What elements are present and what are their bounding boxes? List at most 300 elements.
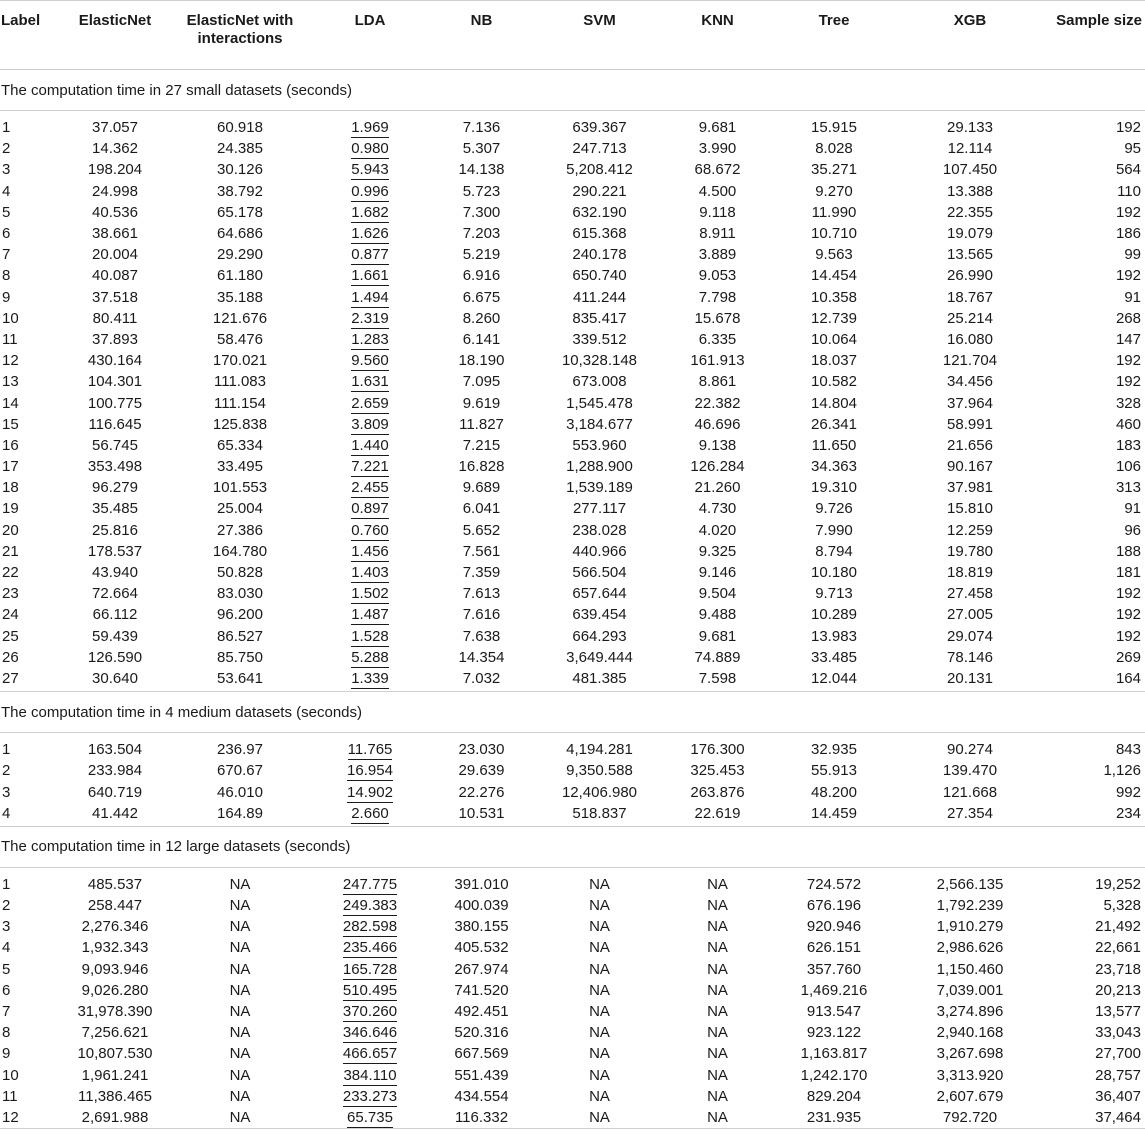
lda-underlined-value: 1.494 [351,288,389,306]
cell-label: 10 [2,1066,19,1084]
cell-lda [310,916,430,937]
cell-nb: 6.675 [462,288,501,306]
cell-nb: 391.010 [454,875,509,893]
cell-sample-size: 460 [1115,415,1141,433]
section-title: The computation time in 12 large datasets (seconds) [0,826,1145,867]
cell-sample-size: 33,043 [1095,1024,1141,1042]
cell-sample-size: 19,252 [1095,875,1141,893]
cell-knn: 325.453 [690,762,745,780]
cell-label: 7 [2,246,11,264]
cell-label: 9 [2,1045,11,1063]
table-row [0,760,1145,781]
lda-underlined-value: 1.339 [351,669,389,687]
table-row [0,626,1145,647]
header-xgb: XGB [899,1,1041,70]
cell-elasticnet-interactions: 670.67 [217,762,263,780]
lda-underlined-value: 1.403 [351,564,389,582]
cell-label: 10 [2,309,19,327]
cell-xgb: 21.656 [947,436,993,454]
cell-lda [310,498,430,519]
cell-knn: NA [707,981,728,999]
cell-xgb: 29.133 [947,119,993,137]
lda-underlined-value: 0.877 [351,246,389,264]
cell-label: 23 [2,585,19,603]
cell-sample-size: 192 [1115,627,1141,645]
cell-nb: 551.439 [454,1066,509,1084]
cell-elasticnet-interactions: NA [229,1087,251,1105]
cell-knn: 9.138 [698,436,737,454]
cell-tree: 26.341 [811,415,857,433]
cell-label: 2 [2,140,11,158]
cell-sample-size: 328 [1115,394,1141,412]
cell-sample-size: 22,661 [1095,939,1141,957]
cell-label: 20 [2,521,19,539]
cell-lda [310,959,430,980]
cell-lda [310,668,430,692]
header-nb: NB [430,1,533,70]
cell-elasticnet-interactions: 38.792 [217,182,263,200]
table-row [0,350,1145,371]
cell-sample-size: 843 [1115,741,1141,759]
cell-svm: NA [589,1066,610,1084]
table-row [0,138,1145,159]
table-row [0,583,1145,604]
table-row [0,1022,1145,1043]
cell-svm: NA [589,875,610,893]
cell-xgb: 19.780 [947,542,993,560]
cell-elasticnet-interactions: NA [229,875,251,893]
cell-elasticnet-interactions: NA [229,1066,251,1084]
cell-sample-size: 5,328 [1103,897,1141,915]
cell-lda [310,287,430,308]
cell-knn: 9.504 [698,585,737,603]
table-row [0,1107,1145,1129]
cell-svm: 277.117 [572,500,627,518]
cell-label: 12 [0,1107,60,1129]
table-row [0,329,1145,350]
cell-sample-size: 234 [1041,803,1145,827]
cell-sample-size: 564 [1115,161,1141,179]
cell-xgb: 18.767 [947,288,993,306]
cell-lda [310,1065,430,1086]
cell-nb: 14.354 [458,648,505,666]
cell-nb: 116.332 [430,1107,533,1129]
cell-elasticnet: 1,961.241 [81,1066,149,1084]
cell-elasticnet-interactions: 60.918 [217,119,263,137]
cell-sample-size: 313 [1115,479,1141,497]
lda-underlined-value: 1.631 [351,373,389,391]
lda-underlined-value: 282.598 [342,918,398,936]
cell-lda [310,803,430,827]
cell-tree: 724.572 [806,875,862,893]
cell-lda [310,159,430,180]
lda-underlined-value: 0.996 [351,182,389,200]
cell-knn: NA [707,1003,728,1021]
table-row [0,117,1145,138]
cell-lda [310,265,430,286]
cell-label: 15 [2,415,19,433]
cell-elasticnet: 640.719 [87,783,143,801]
cell-xgb: 3,274.896 [936,1003,1004,1021]
cell-xgb: 90.274 [947,741,993,759]
cell-elasticnet-interactions: 101.553 [212,479,268,497]
cell-elasticnet-interactions: 50.828 [217,564,263,582]
cell-lda [310,874,430,895]
cell-xgb: 1,792.239 [936,897,1004,915]
cell-label: 4 [2,939,11,957]
cell-elasticnet: 37.518 [92,288,138,306]
cell-xgb: 2,566.135 [936,875,1004,893]
cell-sample-size: 91 [1124,500,1141,518]
cell-elasticnet: 353.498 [87,458,143,476]
cell-tree: 923.122 [806,1024,862,1042]
lda-underlined-value: 370.260 [342,1003,398,1021]
cell-label: 3 [2,918,11,936]
cell-nb: 11.827 [459,415,504,433]
table-row [0,980,1145,1001]
cell-elasticnet-interactions: 30.126 [217,161,263,179]
cell-lda [310,244,430,265]
cell-xgb: 27.005 [947,606,993,624]
cell-lda [310,308,430,329]
cell-label: 4 [2,182,11,200]
lda-underlined-value: 3.809 [351,415,389,433]
cell-xgb: 121.704 [942,352,998,370]
cell-label: 24 [2,606,19,624]
cell-svm: 673.008 [572,373,627,391]
cell-nb: 7.032 [430,668,533,692]
lda-underlined-value: 1.626 [351,225,389,243]
cell-elasticnet-interactions: 65.334 [217,436,263,454]
lda-underlined-value: 1.661 [351,267,389,285]
cell-elasticnet-interactions: 96.200 [217,606,263,624]
cell-nb: 7.095 [462,373,501,391]
cell-lda [310,202,430,223]
lda-underlined-value: 2.319 [351,309,389,327]
cell-lda [310,520,430,541]
table-row [0,874,1145,895]
cell-lda [310,541,430,562]
cell-label: 11 [2,1087,18,1105]
cell-xgb: 78.146 [947,648,993,666]
cell-xgb: 12.259 [947,521,993,539]
cell-tree: 10.582 [811,373,857,391]
cell-knn: NA [707,960,728,978]
section-title-row [0,692,1145,733]
table-row [0,668,1145,692]
cell-knn: NA [666,1107,769,1129]
lda-underlined-value: 7.221 [351,458,389,476]
cell-svm: 3,184.677 [566,415,633,433]
cell-tree: 10.289 [811,606,857,624]
cell-elasticnet: 30.640 [60,668,170,692]
header-tree: Tree [769,1,899,70]
cell-lda [310,1001,430,1022]
cell-knn: NA [707,939,728,957]
cell-label: 26 [2,648,19,666]
cell-nb: 7.136 [462,119,501,137]
table-row [0,937,1145,958]
cell-lda [310,435,430,456]
cell-sample-size: 192 [1115,119,1141,137]
cell-nb: 8.260 [462,309,501,327]
cell-lda [310,1107,430,1129]
table-row [0,1086,1145,1107]
cell-xgb: 18.819 [947,564,993,582]
cell-xgb: 29.074 [947,627,993,645]
cell-label: 8 [2,267,11,285]
header-sample-size: Sample size [1041,1,1145,70]
cell-xgb: 22.355 [947,203,993,221]
cell-knn: 263.876 [690,783,745,801]
table-row [0,159,1145,180]
cell-knn: 74.889 [694,648,741,666]
cell-elasticnet-interactions: 121.676 [212,309,268,327]
cell-tree: 9.726 [815,500,853,518]
cell-label: 25 [2,627,19,645]
cell-elasticnet: 59.439 [92,627,138,645]
cell-elasticnet: 72.664 [92,585,138,603]
table-row [0,541,1145,562]
table-row [0,604,1145,625]
cell-tree: 15.915 [811,119,857,137]
cell-elasticnet: 100.775 [87,394,143,412]
table-row [0,223,1145,244]
cell-label: 9 [2,288,11,306]
cell-label: 3 [2,161,11,179]
table-row [0,498,1145,519]
cell-nb: 18.190 [458,352,505,370]
cell-elasticnet: 25.816 [92,521,138,539]
cell-sample-size: 183 [1115,436,1141,454]
cell-svm: 411.244 [572,288,627,306]
cell-elasticnet: 163.504 [87,741,143,759]
cell-tree: 913.547 [806,1003,862,1021]
section-title: The computation time in 27 small datasets (seconds) [0,70,1145,111]
cell-svm: 3,649.444 [566,648,633,666]
cell-xgb: 20.131 [899,668,1041,692]
cell-svm: NA [589,960,610,978]
cell-nb: 16.828 [458,458,505,476]
cell-knn: NA [707,1087,728,1105]
cell-tree: 35.271 [811,161,857,179]
cell-elasticnet: 43.940 [92,564,138,582]
lda-underlined-value: 249.383 [342,897,398,915]
cell-knn: 7.798 [698,288,737,306]
lda-underlined-value: 1.682 [351,203,389,221]
cell-sample-size: 186 [1115,225,1141,243]
cell-elasticnet: 258.447 [87,897,143,915]
table-row [0,265,1145,286]
cell-knn: 6.335 [698,330,737,348]
cell-knn: 9.053 [698,267,737,285]
cell-svm: 664.293 [572,627,627,645]
table-row [0,202,1145,223]
cell-elasticnet: 37.057 [92,119,138,137]
cell-elasticnet-interactions: 61.180 [217,267,263,285]
cell-tree: 10.064 [811,330,857,348]
cell-tree: 357.760 [806,960,862,978]
cell-tree: 48.200 [811,783,857,801]
lda-underlined-value: 2.455 [351,479,389,497]
cell-elasticnet: 14.362 [92,140,138,158]
cell-nb: 667.569 [454,1045,509,1063]
cell-knn: 4.500 [698,182,737,200]
cell-nb: 400.039 [454,897,509,915]
cell-elasticnet-interactions: NA [229,1024,251,1042]
cell-svm: NA [533,1107,666,1129]
cell-knn: 21.260 [694,479,741,497]
cell-lda [310,760,430,781]
cell-label: 27 [0,668,60,692]
lda-underlined-value: 1.440 [351,436,389,454]
cell-knn: 9.118 [699,203,736,221]
cell-elasticnet: 80.411 [92,309,138,327]
cell-elasticnet-interactions: 25.004 [217,500,263,518]
cell-sample-size: 20,213 [1095,981,1141,999]
table-row [0,456,1145,477]
cell-sample-size: 192 [1115,585,1141,603]
cell-label: 16 [2,436,19,454]
cell-knn: 9.146 [698,564,737,582]
cell-tree: 10.710 [811,225,857,243]
cell-elasticnet-interactions: 33.495 [217,458,263,476]
lda-underlined-value: 233.273 [342,1087,398,1105]
cell-sample-size: 91 [1124,288,1141,306]
lda-underlined-value: 466.657 [342,1045,398,1063]
cell-label: 12 [2,352,19,370]
cell-elasticnet-interactions: NA [229,1003,251,1021]
cell-label: 5 [2,960,11,978]
cell-elasticnet: 37.893 [92,330,138,348]
lda-underlined-value: 2.659 [351,394,389,412]
cell-elasticnet-interactions: 170.021 [212,352,268,370]
cell-label: 11 [2,330,18,348]
cell-svm: 481.385 [533,668,666,692]
cell-elasticnet: 430.164 [87,352,143,370]
cell-sample-size: 192 [1115,352,1141,370]
cell-knn: 9.681 [698,119,737,137]
cell-svm: 1,545.478 [566,394,633,412]
cell-xgb: 90.167 [947,458,993,476]
cell-xgb: 19.079 [947,225,993,243]
table-row [0,916,1145,937]
cell-elasticnet: 104.301 [87,373,143,391]
lda-underlined-value: 235.466 [342,939,398,957]
cell-sample-size: 27,700 [1095,1045,1141,1063]
table-row [0,181,1145,202]
table-row [0,392,1145,413]
cell-elasticnet: 38.661 [92,225,138,243]
cell-svm: 639.367 [572,119,627,137]
lda-underlined-value: 11.765 [347,741,393,759]
cell-elasticnet-interactions: 83.030 [217,585,263,603]
table-row [0,781,1145,802]
cell-xgb: 2,940.168 [936,1024,1004,1042]
cell-knn: 4.020 [698,521,737,539]
cell-label: 2 [2,762,11,780]
cell-xgb: 37.964 [947,394,993,412]
cell-knn: NA [707,1024,728,1042]
cell-elasticnet: 9,093.946 [81,960,149,978]
cell-xgb: 34.456 [947,373,993,391]
cell-sample-size: 23,718 [1095,960,1141,978]
header-elasticnet-interactions: ElasticNet with interactions [170,1,310,70]
cell-svm: NA [589,897,610,915]
cell-nb: 267.974 [454,960,509,978]
cell-xgb: 25.214 [947,309,993,327]
lda-underlined-value: 5.288 [351,648,389,666]
cell-svm: 10,328.148 [561,352,638,370]
cell-elasticnet: 7,256.621 [81,1024,149,1042]
cell-xgb: 27.458 [947,585,993,603]
cell-tree: 14.804 [811,394,857,412]
lda-underlined-value: 1.487 [351,606,389,624]
cell-elasticnet-interactions: 35.188 [217,288,263,306]
cell-nb: 380.155 [454,918,509,936]
cell-svm: 566.504 [572,564,627,582]
cell-lda [310,223,430,244]
cell-svm: NA [589,1087,610,1105]
cell-tree: 829.204 [806,1087,862,1105]
lda-underlined-value: 16.954 [347,762,393,780]
cell-lda [310,937,430,958]
lda-underlined-value: 5.943 [351,161,389,179]
cell-xgb: 26.990 [947,267,993,285]
cell-knn: 7.598 [666,668,769,692]
cell-elasticnet: 126.590 [87,648,143,666]
cell-label: 8 [2,1024,11,1042]
cell-nb: 5.219 [462,246,501,264]
cell-label: 14 [2,394,19,412]
cell-svm: 657.644 [572,585,627,603]
cell-nb: 7.300 [462,203,501,221]
cell-tree: 32.935 [811,741,857,759]
cell-elasticnet-interactions: 27.386 [217,521,263,539]
cell-lda [310,647,430,668]
cell-elasticnet-interactions: NA [229,897,251,915]
cell-tree: 8.028 [815,140,853,158]
cell-tree: 626.151 [806,939,862,957]
section-title: The computation time in 4 medium datasets (seconds) [0,692,1145,733]
cell-elasticnet-interactions: 236.97 [217,741,263,759]
cell-nb: 7.203 [462,225,501,243]
cell-elasticnet: 40.087 [92,267,138,285]
table-row [0,414,1145,435]
cell-elasticnet-interactions: NA [229,960,251,978]
cell-tree: 1,242.170 [800,1066,868,1084]
cell-knn: NA [707,1066,728,1084]
lda-underlined-value: 1.502 [351,585,389,603]
cell-elasticnet: 178.537 [87,542,143,560]
cell-xgb: 27.354 [899,803,1041,827]
table-row [0,959,1145,980]
cell-nb: 6.041 [462,500,501,518]
cell-svm: 1,539.189 [566,479,633,497]
cell-sample-size: 164 [1041,668,1145,692]
cell-xgb: 15.810 [947,500,993,518]
cell-sample-size: 28,757 [1095,1066,1141,1084]
cell-sample-size: 992 [1115,783,1141,801]
cell-knn: NA [707,1045,728,1063]
lda-underlined-value: 9.560 [351,352,389,370]
cell-elasticnet-interactions: 64.686 [217,225,263,243]
section-small [0,70,1145,692]
cell-label: 18 [2,479,19,497]
cell-knn: 126.284 [690,458,745,476]
cell-lda [310,1022,430,1043]
cell-sample-size: 110 [1117,182,1141,200]
